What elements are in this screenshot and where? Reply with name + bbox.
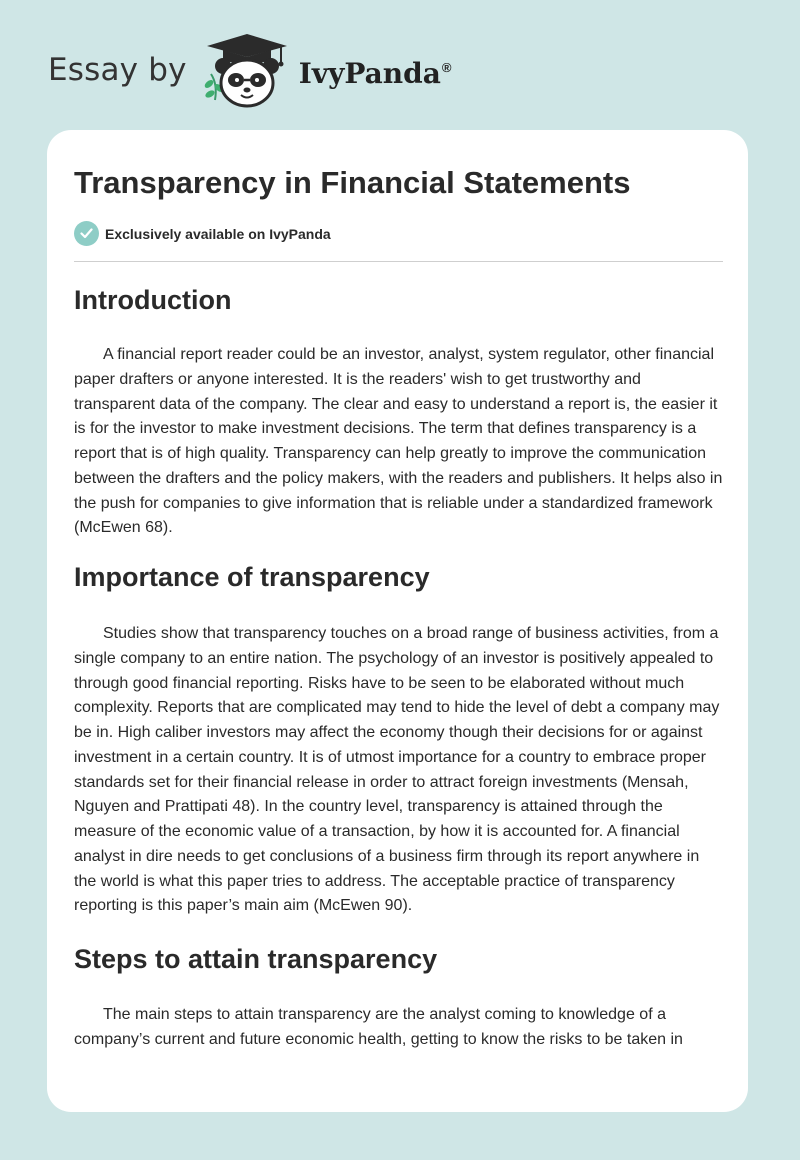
article-content xyxy=(74,283,723,1053)
section-paragraph-introduction: A financial report reader could be an investor, analyst, system regulator, other financial paper drafters or anyone interested. It is the readers' wish to get trustworthy and transparent data of the company. The clear and easy to understand a report is, the easier it is for the investor to make investment decisions. The term that defines transparency is a report that is of high quality. Transparency can help greatly to improve the communication between the drafters and the policy makers, with the readers and publishers. It helps also in the push for companies to give information that is reliable under a standardized framework (McEwen 68). xyxy=(74,346,723,537)
registered-mark: ® xyxy=(441,60,452,76)
section-heading-importance: Importance of transparency xyxy=(74,562,430,592)
section-paragraph-steps: The main steps to attain transparency are the analyst coming to knowledge of a company’s current and future economic health, getting to know the risks to be taken in xyxy=(74,1006,683,1048)
panda-graduate-icon[interactable] xyxy=(201,30,293,110)
article-title: Transparency in Financial Statements xyxy=(74,165,631,200)
check-circle-icon xyxy=(74,221,99,246)
section-paragraph-importance: Studies show that transparency touches on a broad range of business activities, from a single company to an entire nation. The psychology of an investor is positively appealed to through good financial reporting. Risks have to be seen to be elaborated without much complexity. Reports that are complicated may tend to hide the level of debt a company may be in. High caliber investors may affect the economy though their decisions for or against investment in a certain country. It is of utmost importance for a country to embrace proper standards set for their financial release in order to attract foreign investments (Mensah, Nguyen and Prattipati 48). In the country level, transparency is attained through the measure of the economic value of a transaction, by how it is accounted for. A financial analyst in dire needs to get conclusions of a business firm through its report anywhere in the world is what this paper tries to address. The acceptable practice of transparency reporting is this paper’s main aim (McEwen 90). xyxy=(74,625,720,915)
divider xyxy=(74,261,723,262)
brand-name-text: IvyPanda xyxy=(298,56,441,90)
exclusive-badge xyxy=(74,221,331,246)
brand-header xyxy=(48,30,451,110)
section-heading-introduction: Introduction xyxy=(74,285,232,315)
exclusive-text: Exclusively available on IvyPanda xyxy=(105,225,331,242)
brand-name[interactable] xyxy=(299,57,452,90)
brand-prefix: Essay by xyxy=(48,52,187,88)
section-heading-steps: Steps to attain transparency xyxy=(74,944,438,974)
article-card xyxy=(47,130,748,1112)
